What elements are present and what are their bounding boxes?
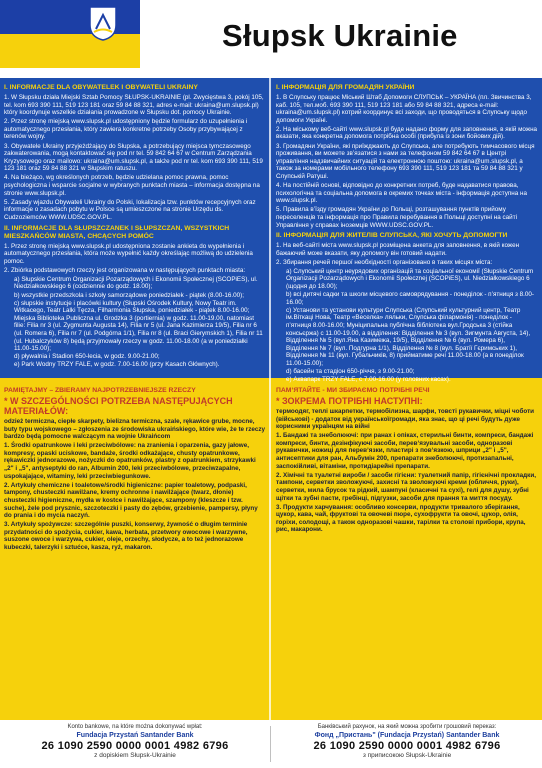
list-item: 1. Бандажі та знеболюючі: при ранах і опіках, стерильні бинти, компреси, бандажі компреси, бинти, дезінфікуючі засоби, перевʼязувальні засоби, одноразові рукавички, ножиці для перевʼязки, пластирі з повʼязкою, шприци „2" і „5", антисептики для ран, Альбумін 200, препарати знеболюючі, протизапальні, заспокійливі, вітаміни, протидіарейні препарати. [276, 432, 534, 470]
footer [0, 720, 542, 768]
city-crest-icon [88, 5, 118, 41]
list-item: 2. Хімічні та туалетні вироби / засоби гігієни: туалетний папір, гігієнічні прокладки, тампони, серветки зволожуючі, захисні та зволожуючі креми (обличчя, руки), серветки, мила брусок та рідкий, шампуні (класичні та сухі), гелі для душу, зубні щітки та зубні пасти, гребінці, підгузки, засоби для прання та миття посуду. [276, 471, 536, 502]
ukrainian-needs-block [276, 385, 538, 536]
needs-intro: термоодяг, теплі шкарпетки, термобілизна, шарфи, товсті рукавички, міцні чоботи (військові) - додаток від українськоїгромади, яка знає, що ці речі будуть дуже корисними українцям на війні [276, 408, 535, 431]
list-item: 3. Продукти харчування: особливо консерви, продукти тривалого зберігання, цукор, кава, чай, фруктові та овочеві пюре, сухофрукти та овочі, цукор, олія, горіхи, солодощі, а також одноразові чашки, тарілки та столові прибори, крупа, рис, макарони. [276, 503, 526, 534]
list-item: 2. Przez stronę miejską www.slupsk.pl udostępniony będzie formularz do uzupełnienia i automatycznego przesłania, który zawiera konkretne potrzeby Osoby przybywającej z terenów wojny. [4, 118, 248, 141]
list-item: 2. Zbiórka podstawowych rzeczy jest organizowana w następujących punktach miasta: [4, 266, 246, 274]
list-item: 1. На веб-сайті міста www.slupsk.pl розміщена анкета для заповнення, в якій кожен бажаючий може вказати, яку допомогу він готовий надати. [276, 242, 520, 257]
needs-intro: odzież termiczna, ciepłe skarpety, bielizna termiczna, szale, rękawice grube, mocne, buty typu wojskowego – zgłoszenia ze środowiska ukraińskiego, które wie, że te rzeczy bardzo będą pomocne walczącym na wojnie Ukraińcom [4, 418, 266, 441]
list-item: 2. Artykuły chemiczne i toaletowe/środki higieniczne: papier toaletowy, podpaski, tampony, chusteczki nawilżane, kremy ochronne i nawilżające (twarz, dłonie) chusteczki higieniczne, mydła w kostce i nawilżające, szampony (kleszcze i tzw. suche), żele pod prysznic, szczoteczki i pasty do zębów, grzebienie, pampersy, płyny do prania i do mycia naczyń. [4, 481, 258, 520]
polish-needs-block [4, 385, 266, 553]
list-item: 1. W Słupsku działa Miejski Sztab Pomocy SŁUPSK-UKRAINIE (pl. Zwycięstwa 3, pokój 105, tel. kom 693 390 111, 519 123 181 oraz 59 84 88 321, adres e-mail: ukraina@um.slupsk.pl) który koordynuje wszelkie działania prowadzone w Słupsku dot. pomocy Ukrainie. [4, 94, 264, 117]
reminder-heading: PAMIĘTAJMY – ZBIERAMY NAJPOTRZEBNIEJSZE RZECZY [4, 387, 196, 394]
flag-blue-stripe [0, 0, 140, 34]
bank-caption: Банківський рахунок, на який можна зробити грошовий переказ: [317, 724, 497, 730]
ukrainian-column [276, 84, 538, 384]
section-title-1: I. INFORMACJE DLA OBYWATELEK I OBYWATELI UKRAINY [4, 84, 198, 91]
needs-heading: * ЗОКРЕМА ПОТРІБНІ НАСТУПНІ: [276, 396, 423, 406]
list-item: 2. На міському веб-сайті www.slupsk.pl буде надано форму для заповнення, в якій можна вказати, яка конкретна допомога потрібна особі (прибула із зони бойових дій). [276, 125, 538, 141]
section-title-2: II. INFORMACJE DLA SŁUPSZCZANEK I SŁUPSZCZAN, WSZYSTKICH MIESZKAŃCÓW MIASTA, CHCĄCYCH POMÓC [4, 224, 230, 240]
transfer-note: з приписокою Słupsk-Ukrainie [362, 752, 452, 759]
list-item: 3. Громадяни України, які приїжджають до Слупська, але потребують тимчасового місця проживання, ви можете звʼязатися з нами за телефоном 59 842 64 67 в Центрі управління надзвичайних ситуацій та електронною поштою: ukraina@um.slupsk.pl, а також за номерами мобільного телефону 693 390 111, 519 123 181 та 59 84 88 321 у Слупській Ратуші. [276, 142, 535, 180]
bank-account-number: 26 1090 2590 0000 0001 4982 6796 [41, 740, 229, 752]
list-item: c) słupskie instytucje i placówki kultury (Słupski Ośrodek Kultury, Nowy Teatr im. Witkacego, Teatr Lalki Tęcza, Filharmonia Słupska, poniedziałek - piątek 8.00-16.00; Miejska Biblioteka Publiczna ul. Grodzka 3 (portiernia) w godz. 11.00-19.00, natomiast filie: Filia nr 3 (ul. Zygmunta Augusta 14), Filia nr 5 (ul. Jana Kazimierza 19/5), Filia nr 6 (ul. Romera 6), Filia nr 7 (ul. Podgórna 1/1), Filia nr 8 (ul. Braci Gierymskich 1), Filia nr 11 (ul. Hubalczyków 8) będą przyjmowały rzeczy w godz. 11.00-18.00 (a w poniedziałki 11.00-15.00); [14, 299, 263, 353]
list-item: 5. Правила вʼїзду громадян України до Польщі, розташування пунктів прийому переселенців та інформація про Правила перебування в Польщі доступні на сайті Управління у справах іноземців WWW.UDSC.GOV.PL. [276, 206, 517, 229]
list-item: a) Слупський центр неурядових організацій та соціальної економії (Słupskie Centrum Organizacji Pozarządowych i Ekonomii Społecznej (SCOPiES), ul. Niedziałkowskiego 6 (щодня до 18.00); [286, 267, 534, 291]
bank-caption: Konto bankowe, na które można dokonywać wpłat: [67, 724, 203, 730]
section-title-1: I. ІНФОРМАЦІЯ ДЛЯ ГРОМАДЯН УКРАЇНИ [276, 84, 415, 91]
list-item: e) Аквапарк TRZY FALE, с 7.00-16.00 (у головних касах). [286, 376, 451, 384]
section-title-2: II. ІНФОРМАЦІЯ ДЛЯ ЖИТЕЛІВ СЛУПСЬКА, ЯКІ ХОЧУТЬ ДОПОМОГТИ [276, 232, 508, 240]
bank-info-polish [4, 724, 266, 760]
page-title: Słupsk Ukrainie [222, 18, 458, 53]
bank-info-ukrainian [276, 724, 538, 760]
list-item: 2. Збирання речей першої необхідності організовано в таких місцях міста: [276, 258, 493, 266]
reminder-heading: ПАМʼЯТАЙТЕ - МИ ЗБИРАЄМО ПОТРІБНІ РЕЧІ [276, 387, 430, 394]
column-divider [269, 78, 271, 720]
polish-column [4, 84, 266, 370]
list-item: 1. Środki opatrunkowe i leki przeciwbólowe: na zranienia i oparzenia, gazy jałowe, kompresy, opaski uciskowe, bandaże, środki odkażające, chusty opatrunkowe, rękawiczki jednorazowe, nożyczki do opatrunków, plastry z opatrunkiem, strzykawki „2" i „5", antyseptyki do ran, Albumin 200, leki przeciwbólowe, przeciwzapalne, uspokajające, witaminy, leki przeciwbiegunkowe. [4, 442, 256, 480]
flag-yellow-stripe [0, 34, 140, 68]
list-item: b) wszystkie przedszkola i szkoły samorządowe poniedziałek - piątek (8.00-16.00); [14, 291, 244, 299]
transfer-note: z dopiskiem Słupsk-Ukrainie [94, 752, 176, 759]
bank-name: Фонд „Пристань" (Fundacja Przystań) Santander Bank [314, 732, 500, 739]
list-item: 5. Zasady wjazdu Obywateli Ukrainy do Polski, lokalizacja tzw. punktów recepcyjnych oraz informacje o zasadach pobytu w Polsce są umieszczone na stronie Urzędu ds. Cudzoziemców WWW.UDSC.GOV.PL. [4, 198, 256, 221]
list-item: 1. Przez stronę miejską www.slupsk.pl udostępniona zostanie ankieta do wypełnienia i automatycznego przesłania, która może wypełnić każdy określając możliwą do udzielenia pomoc. [4, 242, 253, 265]
list-item: 1. В Слупську працює Міський Штаб Допомоги СЛУПСЬК – УКРАЇНА (пл. Звичинства 3, каб. 105, тел.моб. 693 390 111, 519 123 181 або 59 84 88 321, адреса e-mail: ukraina@um.slupsk.pl) котрий координує всі заходи, що проводяться в Слупську щодо допомоги Україні. [276, 94, 532, 124]
list-item: e) Park Wodny TRZY FALE, w godz. 7.00-16.00 (przy Kasach Głównych). [14, 361, 220, 369]
list-item: 3. Obywatele Ukrainy przyjeżdżający do Słupska, a potrzebujący miejsca tymczasowego zakwaterowania, mogą kontaktować się pod nr tel. 59 842 64 67 w Centrum Zarządzania Kryzysowego oraz mailowo: ukraina@um.slupsk.pl, a także pod nr tel. kom 693 390 111, 519 123 181 oraz 59 84 88 321 w Słupskim ratuszu. [4, 142, 263, 173]
needs-heading: * W SZCZEGÓLNOŚCI POTRZEBA NASTĘPUJĄCYCH MATERIAŁÓW: [4, 396, 233, 416]
bank-account-number: 26 1090 2590 0000 0001 4982 6796 [313, 740, 501, 752]
list-item: 4. На постійній основі, відповідно до конкретних потреб, буде надаватися правова, психологічна та соціальна допомога в окремих точках міста - інформація доступна на www.slupsk.pl. [276, 182, 528, 205]
list-item: d) pływalnia i Stadion 650-lecia, w godz. 9.00-21.00; [14, 353, 160, 361]
content-area [0, 78, 542, 720]
list-item: 4. Na bieżąco, wg określonych potrzeb, będzie udzielana pomoc prawna, pomoc psychologiczna i wsparcie socjalne w wybranych punktach miasta – informacja dostępna na stronie www.slupsk.pl. [4, 174, 260, 197]
list-item: a) Słupskie Centrum Organizacji Pozarządowych i Ekonomii Społecznej (SCOPiES), ul. Niedziałkowskiego 6 (codziennie do godz. 18.00); [14, 275, 258, 291]
list-item: d) басейн та стадіон 650-річчя, з 9.00-21.00; [286, 368, 415, 376]
footer-divider [270, 726, 271, 762]
list-item: c) Установи та установи культури Слупська (Слупський культурний центр, Театр ім.Віткаці Нова, Театр «Веселка» ляльки, Слупська філармонія) - понеділок - пʼятниця 8.00-16.00; Муніципальна публічна бібліотека вул.Гродська 3 (стійка консьєржа) с 11.00-19.00, а відділення: Відділення № 3 (вул. Зигмунта Августа, 14), Відділення № 5 (вул.Яна Казимежа, 19/5), Відділення № 6 (вул. Ромера 6), Відділення № 7 (вул. Подгурна 1/1), Відділення № 8 (вул. Братії Гєримських 1), Відділення № 11 (вул. Губальчиків, 8) прийматиме речі 11.00-18.00 (а в понеділок 11.00-15.00); [286, 306, 531, 367]
header [0, 0, 542, 68]
flag-block [0, 0, 140, 68]
bank-name: Fundacja Przystań Santander Bank [76, 732, 194, 739]
list-item: 3. Artykuły spożywcze: szczególnie puszki, konserwy, żywność o długim terminie przydatności do spożycia, cukier, kawa, herbata, przetwory owocowe i warzywne, suszone owoce i warzywa, cukier, oleje, orzechy, słodycze, a to też jednorazowe kubeczki, talerzyki i sztućce, kasza, ryż, makaron. [4, 521, 248, 551]
list-item: b) всі дитячі садки та школи місцевого самоврядування - понеділок - пʼятниця з 8.00-16.00; [286, 291, 535, 306]
